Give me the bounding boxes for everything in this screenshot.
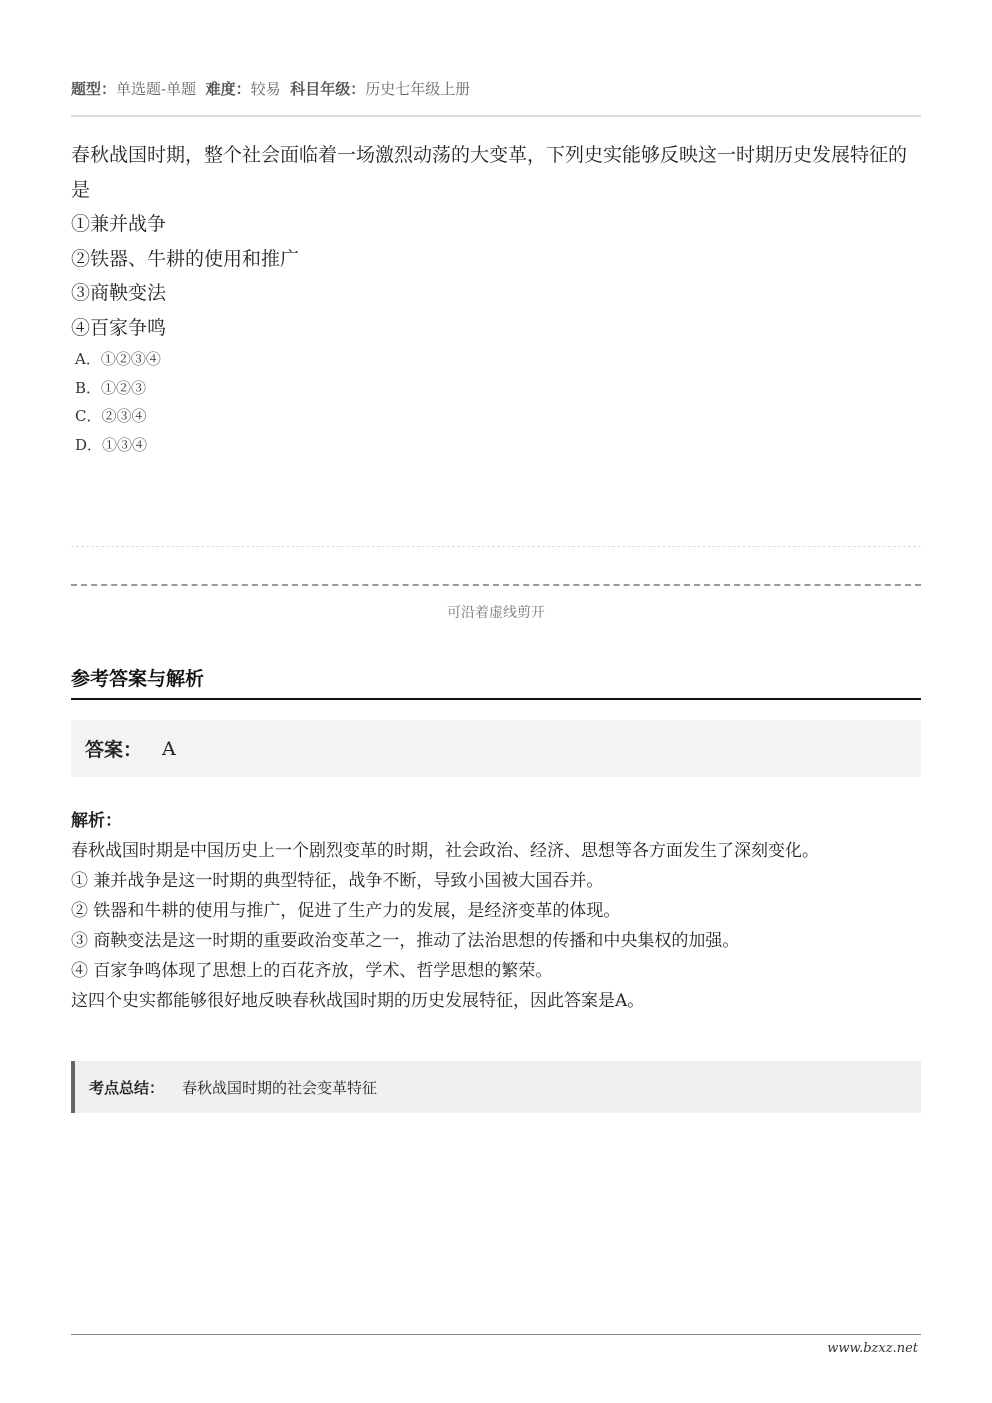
option-b: B．①②③ [75, 378, 147, 397]
divider [71, 115, 921, 117]
analysis [71, 806, 921, 1016]
option-a: A．①②③④ [75, 350, 161, 368]
analysis-label: 解析： [71, 811, 122, 831]
footer-divider [71, 1334, 921, 1335]
difficulty-label: 难度： [205, 80, 251, 98]
subject-label: 科目年级： [290, 80, 366, 98]
analysis-line: ② 铁器和牛耕的使用与推广，促进了生产力的发展，是经济变革的体现。 [71, 901, 621, 921]
analysis-line: 春秋战国时期是中国历史上一个剧烈变革的时期，社会政治、经济、思想等各方面发生了深刻变化。 [71, 841, 819, 861]
analysis-line: ④ 百家争鸣体现了思想上的百花齐放，学术、哲学思想的繁荣。 [71, 961, 553, 981]
analysis-line: ③ 商鞅变法是这一时期的重要政治变革之一，推动了法治思想的传播和中央集权的加强。 [71, 931, 740, 951]
answer-value: A [162, 737, 176, 760]
summary-box [71, 1061, 921, 1113]
option-c: C．②③④ [75, 407, 147, 426]
subject-value: 历史七年级上册 [365, 80, 471, 98]
question-meta [71, 78, 470, 99]
question-stem: 春秋战国时期，整个社会面临着一场激烈动荡的大变革，下列史实能够反映这一时期历史发展特征的是 [71, 144, 908, 201]
answer-box [71, 720, 921, 777]
options [75, 345, 161, 460]
cut-hint: 可沿着虚线剪开 [447, 605, 545, 621]
section-title: 参考答案与解析 [71, 668, 205, 690]
summary-label: 考点总结： [89, 1078, 165, 1097]
question-item: ④百家争鸣 [71, 316, 167, 339]
question [71, 138, 921, 345]
divider [71, 698, 921, 700]
summary-value: 春秋战国时期的社会变革特征 [182, 1078, 378, 1097]
analysis-line: 这四个史实都能够很好地反映春秋战国时期的历史发展特征，因此答案是A。 [71, 991, 645, 1011]
answer-label: 答案： [85, 739, 143, 761]
cut-line [71, 584, 921, 586]
question-item: ①兼并战争 [71, 213, 167, 235]
question-item: ②铁器、牛耕的使用和推广 [71, 247, 300, 270]
option-d: D．①③④ [75, 436, 148, 455]
question-item: ③商鞅变法 [71, 282, 167, 304]
type-label: 题型： [71, 80, 117, 98]
analysis-line: ① 兼并战争是这一时期的典型特征，战争不断，导致小国被大国吞并。 [71, 871, 604, 891]
dashed-line [71, 546, 921, 547]
type-value: 单选题-单题 [116, 80, 197, 98]
difficulty-value: 较易 [250, 80, 281, 98]
footer-url: www.bzxz.net [827, 1341, 918, 1356]
